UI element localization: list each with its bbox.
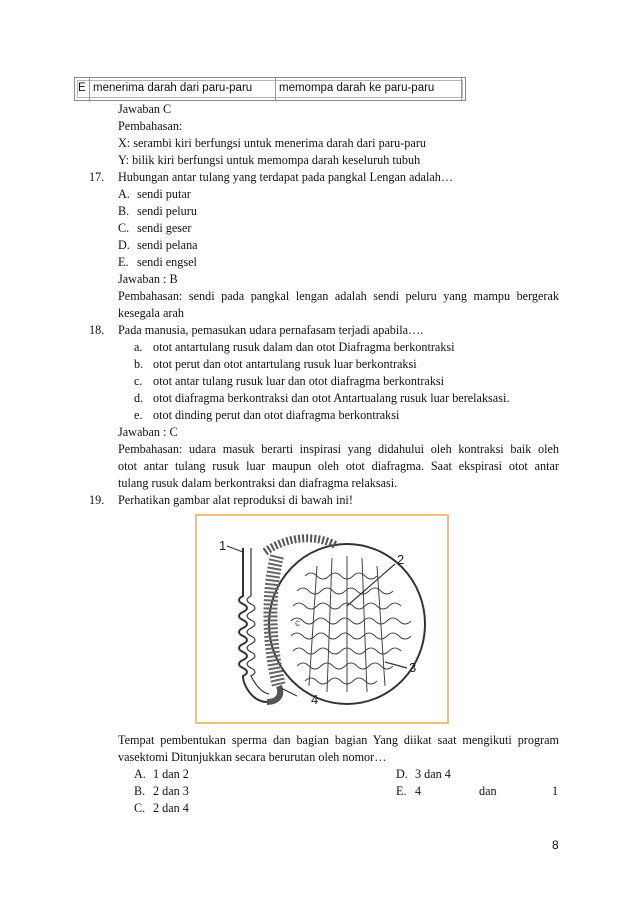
q19-option-e-num1: 4 xyxy=(415,784,422,798)
q17-number: 17. xyxy=(89,170,105,184)
testis-epididymis-diagram xyxy=(197,516,447,722)
q17-discussion-line1: Pembahasan: sendi pada pangkal lengan adalah sendi peluru yang mampu bergerak xyxy=(118,289,559,303)
q18-option-a: otot antartulang rusuk dalam dan otot Diafragma berkontraksi xyxy=(153,340,455,354)
q19-option-e-letter: E. xyxy=(396,784,407,798)
q18-option-b-letter: b. xyxy=(134,357,144,371)
q18-discussion-line2: otot antar tulang rusuk luar maupun oleh otot diafragma. Saat ekspirasi otot antar xyxy=(118,459,559,473)
q16-answer: Jawaban C xyxy=(118,102,172,116)
q18-option-a-letter: a. xyxy=(134,340,143,354)
q19-prompt-line1: Tempat pembentukan sperma dan bagian bagian Yang diikat saat mengikuti program xyxy=(118,733,559,747)
figure-label-4: 4 xyxy=(311,692,319,707)
q17-option-c: sendi geser xyxy=(137,221,192,235)
answer-table-row-e xyxy=(74,77,466,101)
q19-option-b-letter: B. xyxy=(134,784,146,798)
q17-option-e: sendi engsel xyxy=(137,255,197,269)
q17-option-d: sendi pelana xyxy=(137,238,198,252)
page-number: 8 xyxy=(552,838,559,852)
q18-option-c-letter: c. xyxy=(134,374,143,388)
q19-number: 19. xyxy=(89,493,105,507)
q17-option-a: sendi putar xyxy=(137,187,191,201)
q19-option-d-letter: D. xyxy=(396,767,408,781)
q18-option-e-letter: e. xyxy=(134,408,143,422)
q19-option-a: 1 dan 2 xyxy=(153,767,189,781)
q16-discussion-label: Pembahasan: xyxy=(118,119,183,133)
q19-option-c-letter: C. xyxy=(134,801,146,815)
q17-option-d-letter: D. xyxy=(118,238,130,252)
q19-question: Perhatikan gambar alat reproduksi di bawah ini! xyxy=(118,493,353,507)
figure-label-1: 1 xyxy=(219,538,227,553)
table-cell-left-ventricle: memompa darah ke paru-paru xyxy=(279,82,435,94)
q18-question: Pada manusia, pemasukan udara pernafasam terjadi apabila…. xyxy=(118,323,424,337)
q17-option-e-letter: E. xyxy=(118,255,129,269)
q18-option-c: otot antar tulang rusuk luar dan otot diafragma berkontraksi xyxy=(153,374,445,388)
q16-discussion-y: Y: bilik kiri berfungsi untuk memompa darah keseluruh tubuh xyxy=(118,153,421,167)
figure-label-2: 2 xyxy=(397,552,405,567)
q18-answer: Jawaban : C xyxy=(118,425,178,439)
q18-option-d-letter: d. xyxy=(134,391,144,405)
q19-prompt-line2: vasektomi Ditunjukkan secara berurutan oleh nomor… xyxy=(118,750,387,764)
q17-discussion-line2: kesegala arah xyxy=(118,306,184,320)
q19-option-e-and: dan xyxy=(479,784,497,798)
q19-option-e-num2: 1 xyxy=(552,784,559,798)
q19-option-b: 2 dan 3 xyxy=(153,784,189,798)
q17-option-a-letter: A. xyxy=(118,187,130,201)
q19-option-c: 2 dan 4 xyxy=(153,801,189,815)
svg-text:c: c xyxy=(295,618,300,629)
q17-question: Hubungan antar tulang yang terdapat pada pangkal Lengan adalah… xyxy=(118,170,454,184)
q17-option-c-letter: C. xyxy=(118,221,130,235)
q16-discussion-x: X: serambi kiri berfungsi untuk menerima darah dari paru-paru xyxy=(118,136,426,150)
table-row-letter: E xyxy=(78,82,86,94)
figure-label-3: 3 xyxy=(409,660,417,675)
q18-discussion-line1: Pembahasan: udara masuk berarti inspirasi yang didahului oleh kontraksi baik oleh xyxy=(118,442,559,456)
q18-option-d: otot diafragma berkontraksi dan otot Antartualang rusuk luar berelaksasi. xyxy=(153,391,510,405)
q17-option-b: sendi peluru xyxy=(137,204,197,218)
q18-discussion-line3: tulang rusuk dalam berkontraksi dan diafragma relaksasi. xyxy=(118,476,398,490)
q18-number: 18. xyxy=(89,323,105,337)
q19-option-a-letter: A. xyxy=(134,767,146,781)
q17-option-b-letter: B. xyxy=(118,204,130,218)
reproductive-organ-figure xyxy=(195,514,449,724)
q19-option-d: 3 dan 4 xyxy=(415,767,451,781)
table-cell-left-atrium: menerima darah dari paru-paru xyxy=(93,82,253,94)
q18-option-b: otot perut dan otot antartulang rusuk luar berkontraksi xyxy=(153,357,417,371)
q17-answer: Jawaban : B xyxy=(118,272,178,286)
q18-option-e: otot dinding perut dan otot diafragma berkontraksi xyxy=(153,408,400,422)
